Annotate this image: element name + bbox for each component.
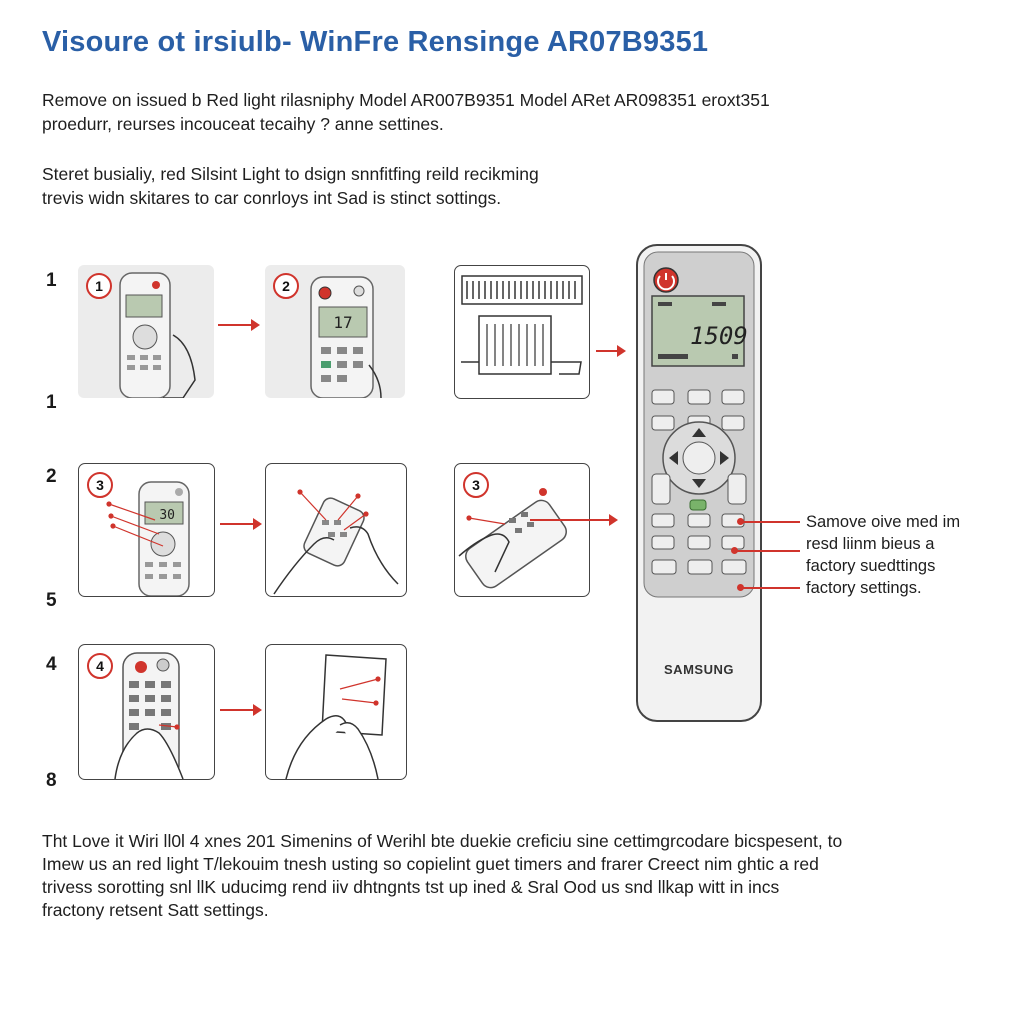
- subintro-line: trevis widn skitares to car conrloys int Sad is stinct sottings.: [42, 188, 502, 208]
- step-badge: 2: [273, 273, 299, 299]
- step-1-panel: [78, 265, 214, 398]
- arrow-right: [220, 709, 260, 711]
- step-3b-panel: [454, 463, 590, 597]
- arrow-right: [220, 523, 260, 525]
- row-number: 1: [46, 392, 57, 413]
- callout-line: [740, 587, 800, 589]
- subintro-line: Steret busialiy, red Silsint Light to dsign snnfitfing reild recikming: [42, 164, 539, 184]
- row-number: 8: [46, 770, 57, 791]
- step-badge: 3: [463, 472, 489, 498]
- callout-line-text: factory suedttings: [806, 557, 936, 575]
- svg-text:30: 30: [159, 508, 175, 523]
- intro-line: Remove on issued b Red light rilasniphy Model AR007B9351 Model ARet AR098351 eroxt351: [42, 90, 770, 110]
- lcd-display-value: 1509: [690, 322, 748, 350]
- step-badge: 4: [87, 653, 113, 679]
- power-icon: [319, 287, 331, 299]
- callout-line-text: resd liinm bieus a: [806, 535, 935, 553]
- step-3-panel: [78, 463, 215, 597]
- intro-line: proedurr, reurses incouceat tecaihy ? anne settines.: [42, 114, 444, 134]
- callout-line: [740, 521, 800, 523]
- arrow-right: [596, 350, 624, 352]
- hands-holding-card-panel: [265, 644, 407, 780]
- arrow-right: [218, 324, 258, 326]
- footer-line: Tht Love it Wiri ll0l 4 xnes 201 Simenins of Werihl bte duekie creficiu sine cettimgrcodare bicspesent, to: [42, 831, 843, 851]
- step-badge: 3: [87, 472, 113, 498]
- callout-line-text: Samove oive med im: [806, 513, 961, 531]
- step-4-panel: [78, 644, 215, 780]
- callout-text: [806, 511, 1016, 599]
- callout-line: [734, 550, 800, 552]
- footer-line: Imew us an red light T/lekouim tnesh usting so copielint guet timers and frarer Creect nim ghtic a red: [42, 854, 819, 874]
- samsung-remote: [636, 244, 762, 722]
- footer-paragraph: [42, 830, 962, 922]
- row-number: 5: [46, 590, 57, 611]
- ac-unit-icon: [455, 266, 589, 398]
- brand-logo: SAMSUNG: [664, 662, 734, 677]
- step-badge: 1: [86, 273, 112, 299]
- footer-line: trivess sorotting snl llK uducimg rend iiv dhtngnts tst up ined & Sral Ood us snd llkap witt in incs: [42, 877, 780, 897]
- row-number: 4: [46, 654, 57, 675]
- step-2-panel: [265, 265, 405, 398]
- hand-icon: [266, 645, 406, 779]
- arrow-right: [530, 519, 616, 521]
- intro-paragraph: [42, 88, 882, 136]
- page-title: Visoure ot irsiulb- WinFre Rensinge AR07B9351: [42, 26, 709, 58]
- hand-icon: [266, 464, 406, 596]
- callout-line-text: factory settings.: [806, 579, 922, 597]
- row-number: 2: [46, 466, 57, 487]
- row-number: 1: [46, 270, 57, 291]
- ac-unit-panel: [454, 265, 590, 399]
- hands-pressing-panel: [265, 463, 407, 597]
- footer-line: fractony retsent Satt settings.: [42, 900, 269, 920]
- svg-text:17: 17: [333, 313, 353, 332]
- subintro-paragraph: [42, 162, 742, 210]
